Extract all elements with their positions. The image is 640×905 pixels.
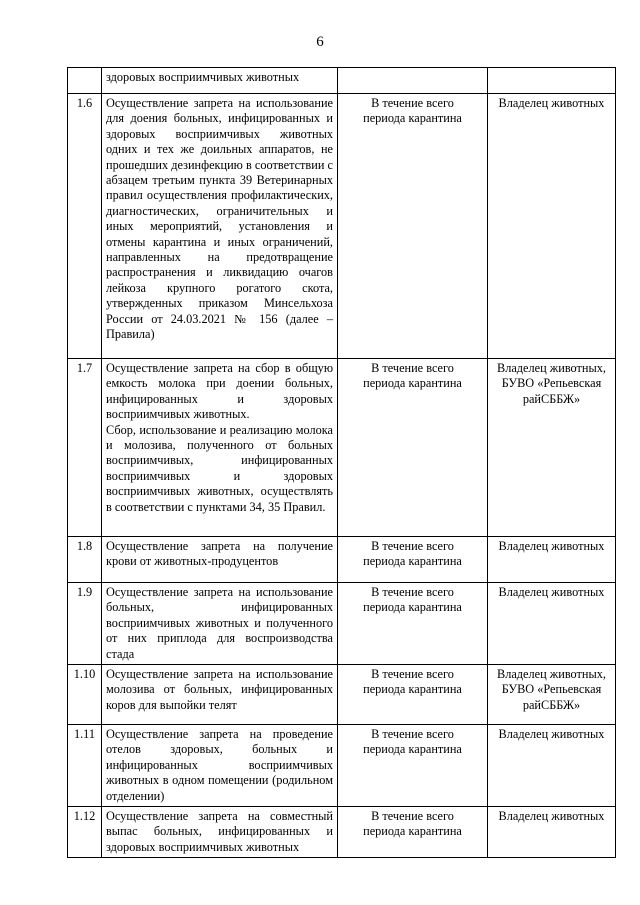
term-line: В течение всего (371, 667, 454, 682)
row-number (68, 68, 102, 94)
action-paragraph: Осуществление запрета на сбор в общую емкость молока при доении больных, инфицированных и здоровых восприимчивых животных. (106, 361, 333, 422)
row-term (338, 359, 488, 537)
page-number: 6 (316, 34, 324, 50)
row-responsible (488, 537, 616, 583)
row-responsible (488, 807, 616, 858)
term-line: В течение всего (371, 361, 454, 375)
row-number: 1.7 (68, 359, 102, 537)
row-responsible (488, 583, 616, 665)
row-responsible (488, 359, 616, 537)
row-number: 1.10 (68, 665, 102, 725)
table-row-1-6 (68, 94, 616, 359)
term-line: В течение всего (371, 585, 454, 599)
row-term (338, 583, 488, 665)
row-action: здоровых восприимчивых животных (102, 68, 338, 94)
table-row-1-10 (68, 665, 616, 725)
row-action: Осуществление запрета на использование больных, инфицированных восприимчивых животных и полученного от них приплода для воспроизводства стада (102, 583, 338, 665)
row-action: Осуществление запрета на использование для доения больных, инфицированных и здоровых восприимчивых животных одних и тех же доильных аппаратов, не прошедших дезинфекцию в соответствии с абзацем третьим пункта 39 Ветеринарных правил осуществления профилактических, диагностических, ограничительных и иных мероприятий, установления и отмены карантина и иных ограничений, направленных на предотвращение распространения и ликвидацию очагов лейкоза крупного рогатого скота, утвержденных приказом Минсельхоза России от 24.03.2021 № 156 (далее – Правила) (102, 94, 338, 359)
row-action: Осуществление запрета на получение крови от животных-продуцентов (102, 537, 338, 583)
responsible-line: Владелец животных, (497, 667, 606, 682)
row-term (338, 537, 488, 583)
term-line: периода карантина (363, 742, 462, 757)
row-action: Осуществление запрета на совместный выпас больных, инфицированных и здоровых восприимчивых животных (102, 807, 338, 858)
row-responsible (488, 68, 616, 94)
term-line: В течение всего (371, 96, 454, 110)
row-term (338, 94, 488, 359)
responsible-line: Владелец животных (498, 727, 605, 742)
row-action (102, 359, 338, 537)
term-line: периода карантина (363, 682, 462, 697)
term-line: периода карантина (363, 554, 462, 569)
responsible-line: райСББЖ» (522, 697, 581, 712)
row-responsible (488, 94, 616, 359)
term-line: периода карантина (363, 376, 462, 391)
responsible-line: райСББЖ» (522, 391, 581, 406)
table-row-1-12 (68, 807, 616, 858)
row-term (338, 807, 488, 858)
row-action: Осуществление запрета на использование молозива от больных, инфицированных коров для выпойки телят (102, 665, 338, 725)
row-responsible (488, 725, 616, 807)
term-line: В течение всего (371, 539, 454, 553)
row-term (338, 665, 488, 725)
row-responsible (488, 665, 616, 725)
term-line: периода карантина (363, 824, 462, 839)
responsible-line: Владелец животных (498, 585, 605, 599)
term-line: периода карантина (363, 600, 462, 615)
row-term (338, 68, 488, 94)
row-number: 1.6 (68, 94, 102, 359)
row-number: 1.9 (68, 583, 102, 665)
action-paragraph: Сбор, использование и реализацию молока и молозива, полученного от больных восприимчивых, инфицированных восприимчивых и здоровых восприимчивых животных, осуществлять в соответствии с пунктами 34, 35 Правил. (106, 422, 333, 514)
responsible-line: БУВО «Репьевская (501, 376, 602, 391)
responsible-line: Владелец животных, (497, 361, 606, 375)
responsible-line: Владелец животных (498, 809, 605, 824)
table-row-1-11 (68, 725, 616, 807)
table-row-1-8 (68, 537, 616, 583)
row-term (338, 725, 488, 807)
measures-table (67, 67, 616, 858)
row-number: 1.12 (68, 807, 102, 858)
row-action: Осуществление запрета на проведение отелов здоровых, больных и инфицированных восприимчивых животных в одном помещении (родильном отделении) (102, 725, 338, 807)
term-line: В течение всего (371, 727, 454, 742)
table-row-1-9 (68, 583, 616, 665)
responsible-line: БУВО «Репьевская (501, 682, 602, 697)
term-line: периода карантина (363, 111, 462, 126)
row-number: 1.8 (68, 537, 102, 583)
table-row-continuation (68, 68, 616, 94)
term-line: В течение всего (371, 809, 454, 824)
row-number: 1.11 (68, 725, 102, 807)
table-row-1-7 (68, 359, 616, 537)
responsible-line: Владелец животных (498, 539, 605, 553)
responsible-line: Владелец животных (498, 96, 605, 110)
